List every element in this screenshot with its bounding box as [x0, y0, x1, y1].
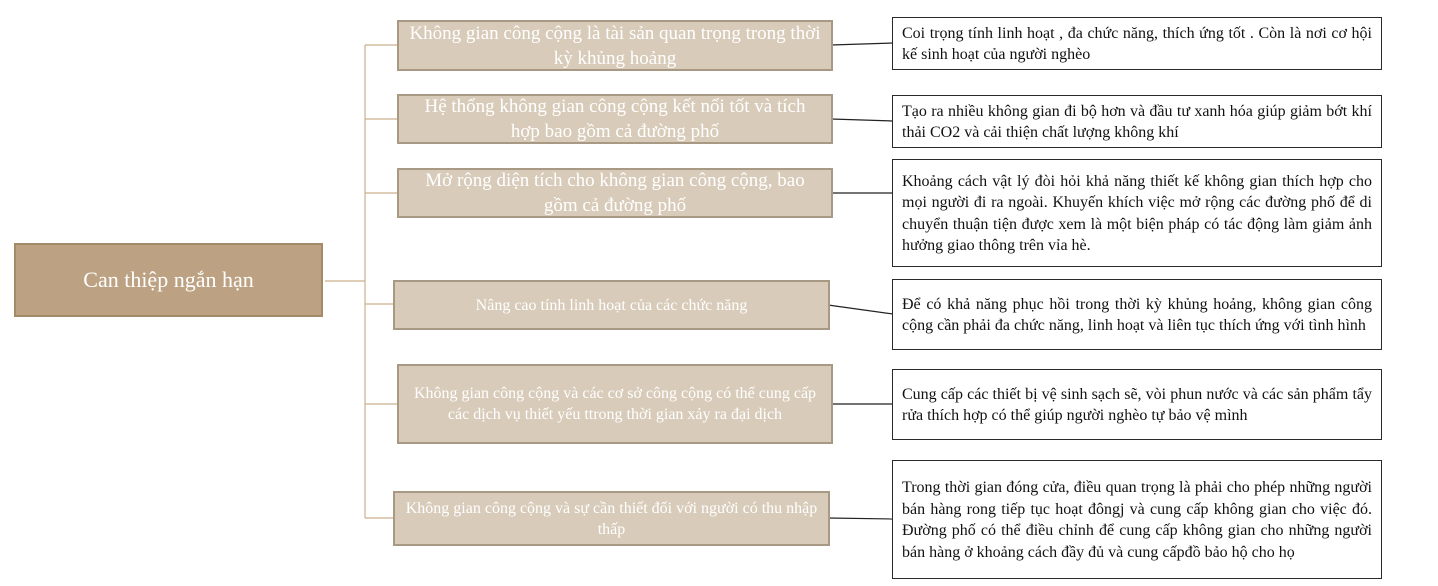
branch-node-1: [397, 20, 833, 71]
detail-1-line: [831, 43, 893, 45]
branch-node-4: [393, 280, 830, 330]
root-label: Can thiệp ngắn hạn: [83, 267, 254, 292]
branch-label: Không gian công cộng là tài sản quan trọng trong thời kỳ khủng hoảng: [409, 22, 821, 69]
branch-node-5: [397, 364, 833, 444]
root-node: [14, 243, 323, 317]
branch-node-6: [393, 491, 830, 546]
detail-box-4: [892, 279, 1382, 350]
detail-box-2: [892, 95, 1382, 148]
branch-label: Nâng cao tính linh hoạt của các chức năng: [475, 296, 748, 314]
branch-label: Hệ thống không gian công cộng kết nối tốt và tích hợp bao gồm cả đường phố: [424, 96, 806, 142]
detail-text: Trong thời gian đóng cửa, điều quan trọng là phải cho phép những người bán hàng rong tiếp tục hoạt đôngj và cung cấp không gian cho việc đó. Đường phố có thể điều chỉnh để cung cấp không gian cho những người bán hàng ở khoảng cách đầy đủ và cung cấpđồ bảo hộ cho họ: [902, 479, 1372, 561]
detail-box-3: [892, 159, 1382, 267]
branch-label: Không gian công cộng và các cơ sở công cộng có thể cung cấp các dịch vụ thiết yếu ttrong thời gian xảy ra đại dịch: [413, 385, 817, 423]
detail-2-line: [831, 119, 893, 121]
detail-4-line: [828, 305, 893, 314]
detail-text: Cung cấp các thiết bị vệ sinh sạch sẽ, vòi phun nước và các sản phẩm tẩy rửa thích hợp có thể giúp người nghèo tự bảo vệ mình: [902, 385, 1372, 424]
branch-label: Không gian công cộng và sự cần thiết đối với người có thu nhập thấp: [405, 499, 818, 538]
detail-text: Để có khả năng phục hồi trong thời kỳ khủng hoảng, không gian công cộng cần phải đa chức năng, linh hoạt và liên tục thích ứng với tình hình: [902, 295, 1372, 334]
detail-box-6: [892, 460, 1382, 579]
detail-box-1: [892, 17, 1382, 70]
branch-node-3: [397, 168, 833, 218]
detail-6-line: [828, 518, 893, 519]
branch-node-2: [397, 94, 833, 144]
detail-text: Tạo ra nhiều không gian đi bộ hơn và đầu tư xanh hóa giúp giảm bớt khí thải CO2 và cải thiện chất lượng không khí: [902, 102, 1372, 141]
detail-box-5: [892, 369, 1382, 440]
detail-text: Khoảng cách vật lý đòi hỏi khả năng thiết kế không gian thích hợp cho mọi người đi ra ngoài. Khuyến khích việc mở rộng các đường phố để di chuyển thuận tiện được xem là một biện pháp có tác động làm giảm ảnh hưởng giao thông trên vỉa hè.: [902, 172, 1372, 254]
branch-label: Mở rộng diện tích cho không gian công cộng, bao gồm cả đường phố: [425, 170, 805, 216]
detail-text: Coi trọng tính linh hoạt , đa chức năng, thích ứng tốt . Còn là nơi cơ hội kế sinh hoạt của người nghèo: [902, 24, 1372, 63]
